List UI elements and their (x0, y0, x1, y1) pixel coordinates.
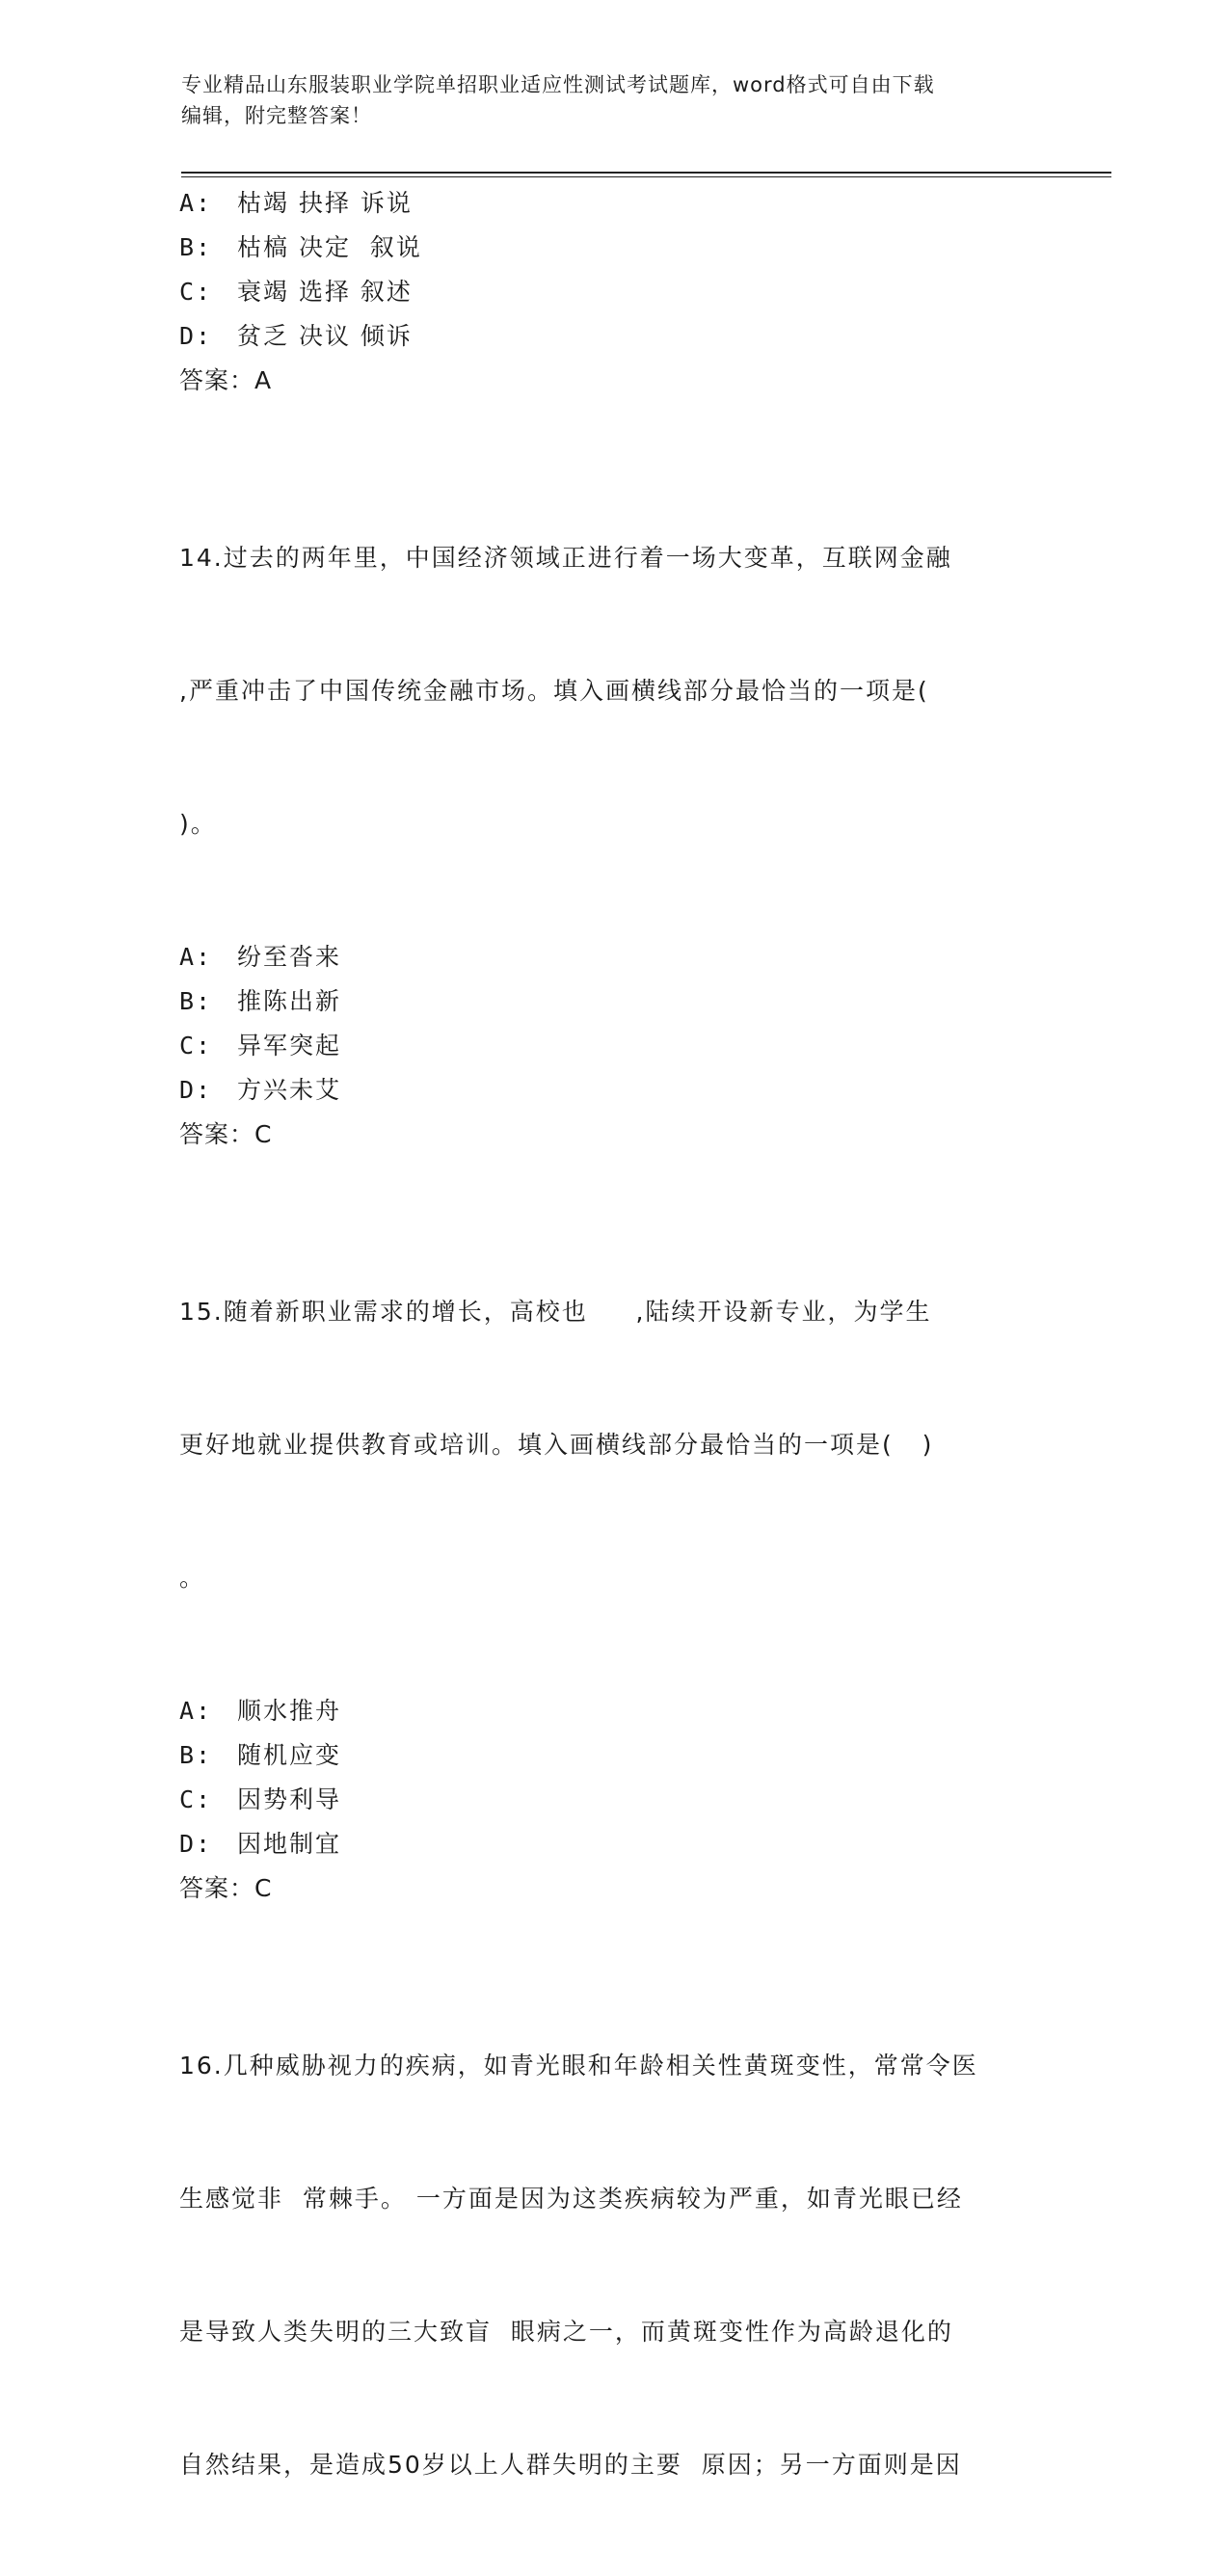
question-15-line-2: 更好地就业提供教育或培训。填入画横线部分最恰当的一项是( ) (179, 1431, 934, 1459)
option-d: D: 方兴未艾 (179, 1076, 342, 1104)
header-rule-thick (181, 172, 1111, 174)
question-16-line-2: 生感觉非 常棘手。 一方面是因为这类疾病较为严重，如青光眼已经 (179, 2185, 963, 2213)
answer-15: 答案：C (179, 1874, 273, 1902)
question-14-options (179, 935, 1047, 1157)
option-a: A: 顺水推舟 (179, 1697, 342, 1725)
question-16-line-3: 是导致人类失明的三大致盲 眼病之一，而黄斑变性作为高龄退化的 (179, 2318, 953, 2346)
option-d: D: 因地制宜 (179, 1830, 342, 1858)
header-rule-thin (181, 176, 1111, 177)
header-line-2: 编辑，附完整答案！ (181, 104, 372, 127)
question-15-options (179, 1689, 1047, 1911)
question-14 (179, 447, 1047, 935)
option-b: B: 枯槁 决定 叙说 (179, 233, 422, 261)
question-13-options (179, 181, 1047, 403)
question-16 (179, 1955, 1047, 2576)
question-content (179, 181, 1047, 2576)
option-c: C: 衰竭 选择 叙述 (179, 278, 413, 306)
question-15 (179, 1201, 1047, 1689)
header-line-1: 专业精品山东服装职业学院单招职业适应性测试考试题库，word格式可自由下载 (181, 73, 935, 96)
option-b: B: 推陈出新 (179, 987, 342, 1015)
document-header (181, 69, 1029, 131)
question-14-line-2: ,严重冲击了中国传统金融市场。填入画横线部分最恰当的一项是( (179, 677, 929, 705)
question-14-line-3: )。 (179, 810, 217, 838)
question-14-line-1: 14.过去的两年里，中国经济领域正进行着一场大变革，互联网金融 (179, 544, 952, 572)
option-c: C: 因势利导 (179, 1785, 342, 1813)
option-b: B: 随机应变 (179, 1741, 342, 1769)
option-a: A: 枯竭 抉择 诉说 (179, 189, 413, 217)
answer-13: 答案：A (179, 366, 273, 394)
question-16-line-4: 自然结果，是造成50岁以上人群失明的主要 原因；另一方面则是因 (179, 2451, 962, 2479)
answer-14: 答案：C (179, 1120, 273, 1148)
question-15-line-1: 15.随着新职业需求的增长，高校也 ,陆续开设新专业，为学生 (179, 1298, 932, 1326)
option-a: A: 纷至沓来 (179, 943, 342, 971)
question-16-line-1: 16.几种威胁视力的疾病，如青光眼和年龄相关性黄斑变性，常常令医 (179, 2052, 978, 2080)
option-c: C: 异军突起 (179, 1032, 342, 1060)
question-15-line-3: 。 (179, 1564, 206, 1592)
option-d: D: 贫乏 决议 倾诉 (179, 322, 413, 350)
